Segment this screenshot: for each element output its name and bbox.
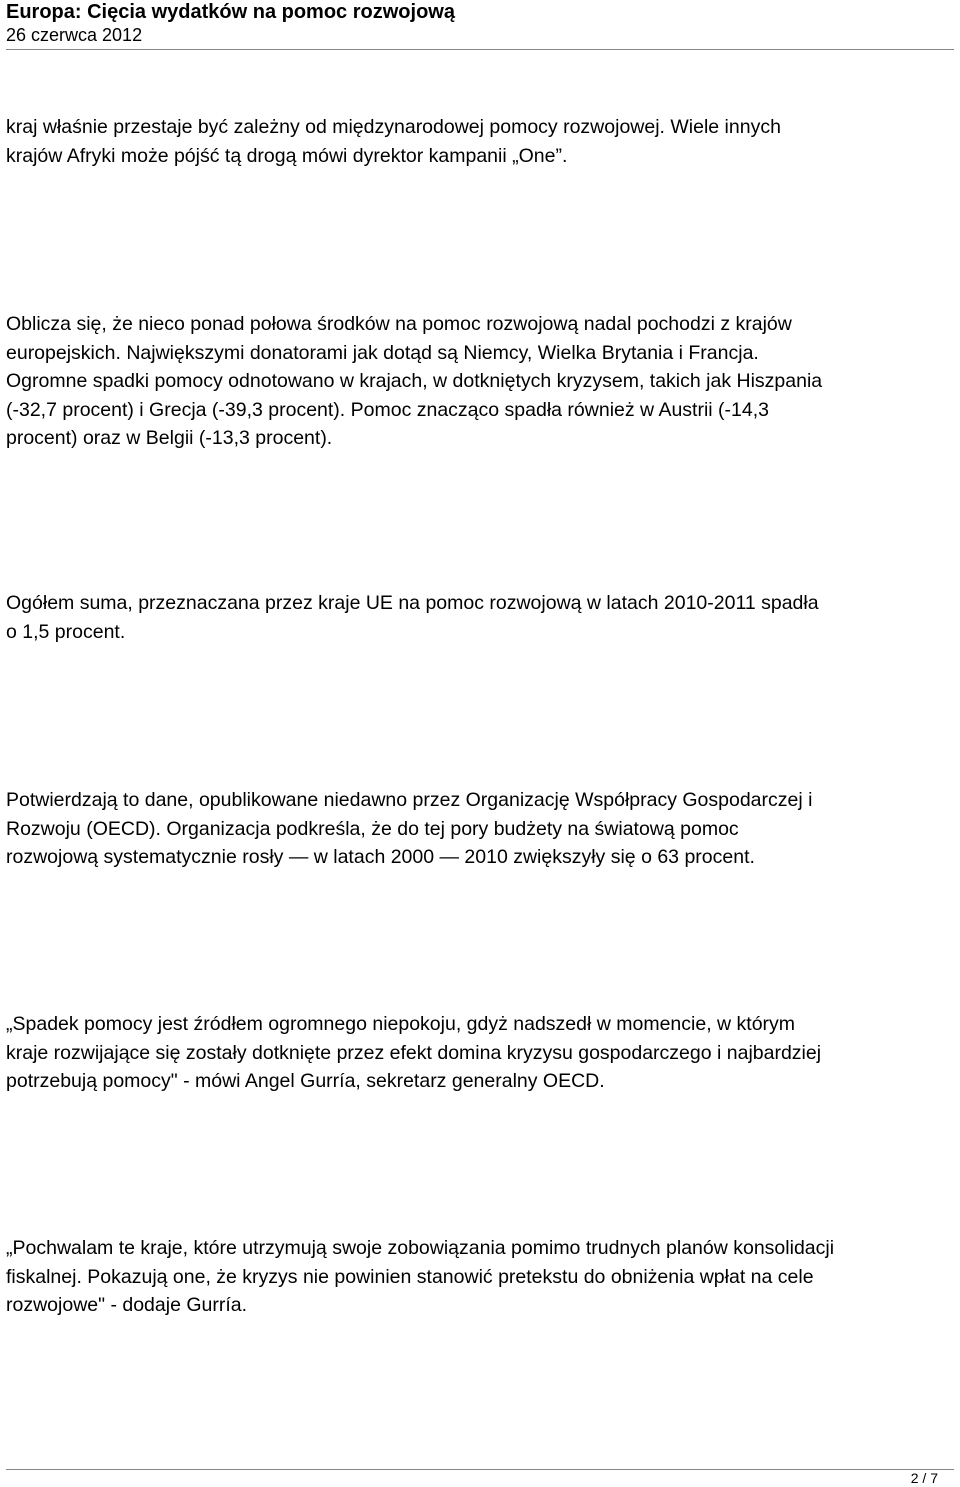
paragraph-1: kraj właśnie przestaje być zależny od międzynarodowej pomocy rozwojowej. Wiele innych krajów Afryki może pójść tą drogą mówi dyrektor kampanii „One”. bbox=[6, 116, 781, 167]
header-divider bbox=[6, 49, 954, 50]
paragraph-2: Oblicza się, że nieco ponad połowa środków na pomoc rozwojową nadal pochodzi z krajów europejskich. Największymi donatorami jak dotąd są Niemcy, Wielka Brytania i Francja. Ogromne spadki pomocy odnotowano w krajach, w dotkniętych kryzysem, takich jak Hiszpania (-32,7 procent) i Grecja (-39,3 procent). Pomoc znacząco spadła również w Austrii (-14,3 procent) oraz w Belgii (-13,3 procent). bbox=[6, 313, 823, 449]
paragraph-4: Potwierdzają to dane, opublikowane niedawno przez Organizację Współpracy Gospodarczej i Rozwoju (OECD). Organizacja podkreśla, że do tej pory budżety na światową pomoc rozwojową systematycznie rosły — w latach 2000 — 2010 zwiększyły się o 63 procent. bbox=[6, 789, 813, 868]
document-title: Europa: Cięcia wydatków na pomoc rozwojową bbox=[6, 1, 455, 23]
paragraph-5: „Spadek pomocy jest źródłem ogromnego niepokoju, gdyż nadszedł w momencie, w którym kraje rozwijające się zostały dotknięte przez efekt domina kryzysu gospodarczego i najbardziej potrzebują pomocy" - mówi Angel Gurría, sekretarz generalny OECD. bbox=[6, 1013, 822, 1092]
paragraph-3: Ogółem suma, przeznaczana przez kraje UE na pomoc rozwojową w latach 2010-2011 spadła o 1,5 procent. bbox=[6, 592, 819, 643]
page-number: 2 / 7 bbox=[910, 1470, 938, 1486]
paragraph-6: „Pochwalam te kraje, które utrzymują swoje zobowiązania pomimo trudnych planów konsolidacji fiskalnej. Pokazują one, że kryzys nie powinien stanowić pretekstu do obniżenia wpłat na cele rozwojowe" - dodaje Gurría. bbox=[6, 1237, 835, 1316]
footer-divider bbox=[6, 1469, 954, 1470]
document-date: 26 czerwca 2012 bbox=[6, 25, 143, 45]
page-header bbox=[6, 0, 954, 46]
